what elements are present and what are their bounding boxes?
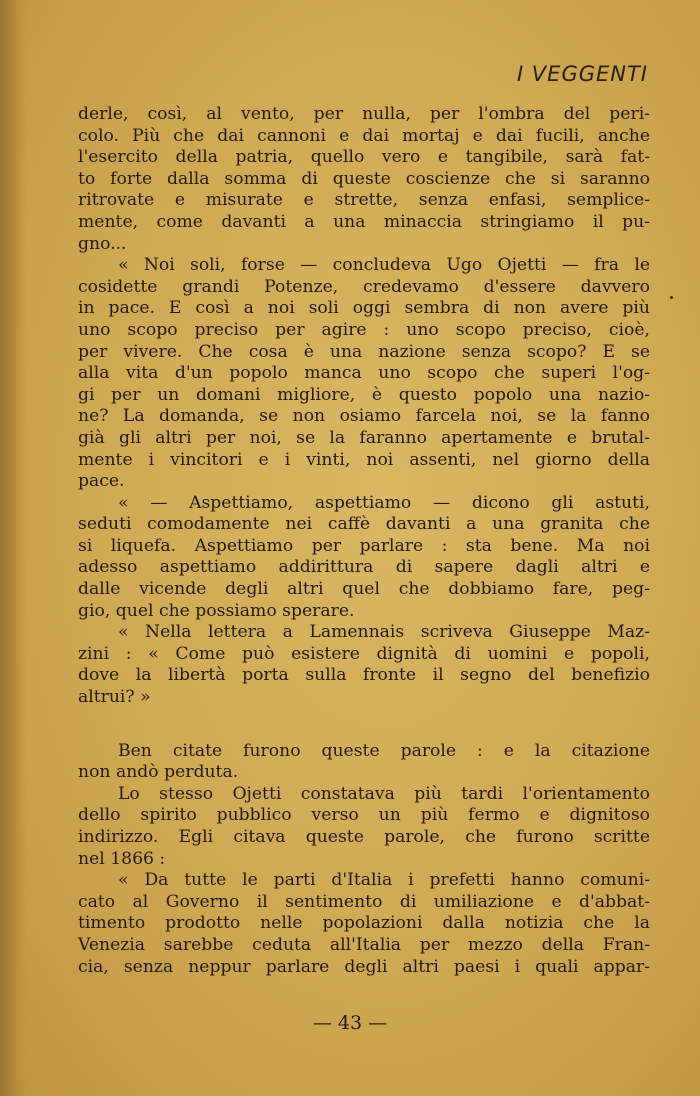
text-line: seduti comodamente nei caffè davanti a una granita che xyxy=(78,514,650,535)
text-line: si liquefa. Aspettiamo per parlare : sta bene. Ma noi xyxy=(78,535,650,556)
text-line: mente, come davanti a una minaccia stringiamo il pu- xyxy=(78,211,650,232)
text-line: pace. xyxy=(78,471,125,492)
text-line: gio, quel che possiamo sperare. xyxy=(78,600,355,621)
text-line: uno scopo preciso per agire : uno scopo preciso, cioè, xyxy=(78,319,650,340)
text-line: l'esercito della patria, quello vero e tangibile, sarà fat- xyxy=(78,147,650,168)
text-line: cosidette grandi Potenze, credevamo d'essere davvero xyxy=(78,276,650,297)
text-line: « — Aspettiamo, aspettiamo — dicono gli astuti, xyxy=(118,492,650,513)
text-line: già gli altri per noi, se la faranno apertamente e brutal- xyxy=(78,427,650,448)
paragraph-gap xyxy=(78,709,650,741)
text-line: to forte dalla somma di queste coscienze che si saranno xyxy=(78,168,650,189)
text-line: timento prodotto nelle popolazioni dalla notizia che la xyxy=(78,913,650,934)
text-line: colo. Più che dai cannoni e dai mortaj e dai fucili, anche xyxy=(78,125,650,146)
text-line: in pace. E così a noi soli oggi sembra di non avere più xyxy=(78,298,650,319)
text-line: cia, senza neppur parlare degli altri paesi i quali appar- xyxy=(78,956,650,977)
text-line: « Nella lettera a Lamennais scriveva Giuseppe Maz- xyxy=(118,622,650,643)
text-line: gno... xyxy=(78,233,127,254)
text-line: ritrovate e misurate e strette, senza enfasi, semplice- xyxy=(78,190,650,211)
text-line: ne? La domanda, se non osiamo farcela noi, se la fanno xyxy=(78,406,650,427)
text-line: « Noi soli, forse — concludeva Ugo Ojetti — fra le xyxy=(118,255,650,276)
text-line: gi per un domani migliore, è questo popolo una nazio- xyxy=(78,384,650,405)
text-line: dalle vicende degli altri quel che dobbiamo fare, peg- xyxy=(78,579,650,600)
running-head: I VEGGENTI xyxy=(516,62,648,86)
text-line: dello spirito pubblico verso un più fermo e dignitoso xyxy=(78,805,650,826)
text-line: cato al Governo il sentimento di umiliazione e d'abbat- xyxy=(78,891,650,912)
text-line: adesso aspettiamo addirittura di sapere dagli altri e xyxy=(78,557,650,578)
text-line: Lo stesso Ojetti constatava più tardi l'orientamento xyxy=(118,783,650,804)
text-line: Ben citate furono queste parole : e la citazione xyxy=(118,740,650,761)
text-line: indirizzo. Egli citava queste parole, che furono scritte xyxy=(78,827,650,847)
text-line: nel 1866 : xyxy=(78,848,166,869)
text-line: altrui? » xyxy=(78,687,151,708)
text-line: dove la libertà porta sulla fronte il segno del benefizio xyxy=(78,665,650,686)
text-line: non andò perduta. xyxy=(78,762,239,783)
text-line: Venezia sarebbe ceduta all'Italia per mezzo della Fran- xyxy=(78,934,650,955)
text-line: « Da tutte le parti d'Italia i prefetti hanno comuni- xyxy=(118,870,650,891)
page-number: — 43 — xyxy=(312,1012,388,1034)
text-line: derle, così, al vento, per nulla, per l'ombra del peri- xyxy=(78,104,650,124)
page-gutter-shadow xyxy=(0,0,26,1096)
text-line: per vivere. Che cosa è una nazione senza scopo? E se xyxy=(78,341,650,362)
body-text xyxy=(78,104,650,978)
text-line: zini : « Come può esistere dignità di uomini e popoli, xyxy=(78,643,650,664)
text-line: mente i vincitori e i vinti, noi assenti, nel giorno della xyxy=(78,449,650,470)
text-line: alla vita d'un popolo manca uno scopo che superi l'og- xyxy=(78,363,650,384)
paper-speck xyxy=(670,296,673,299)
